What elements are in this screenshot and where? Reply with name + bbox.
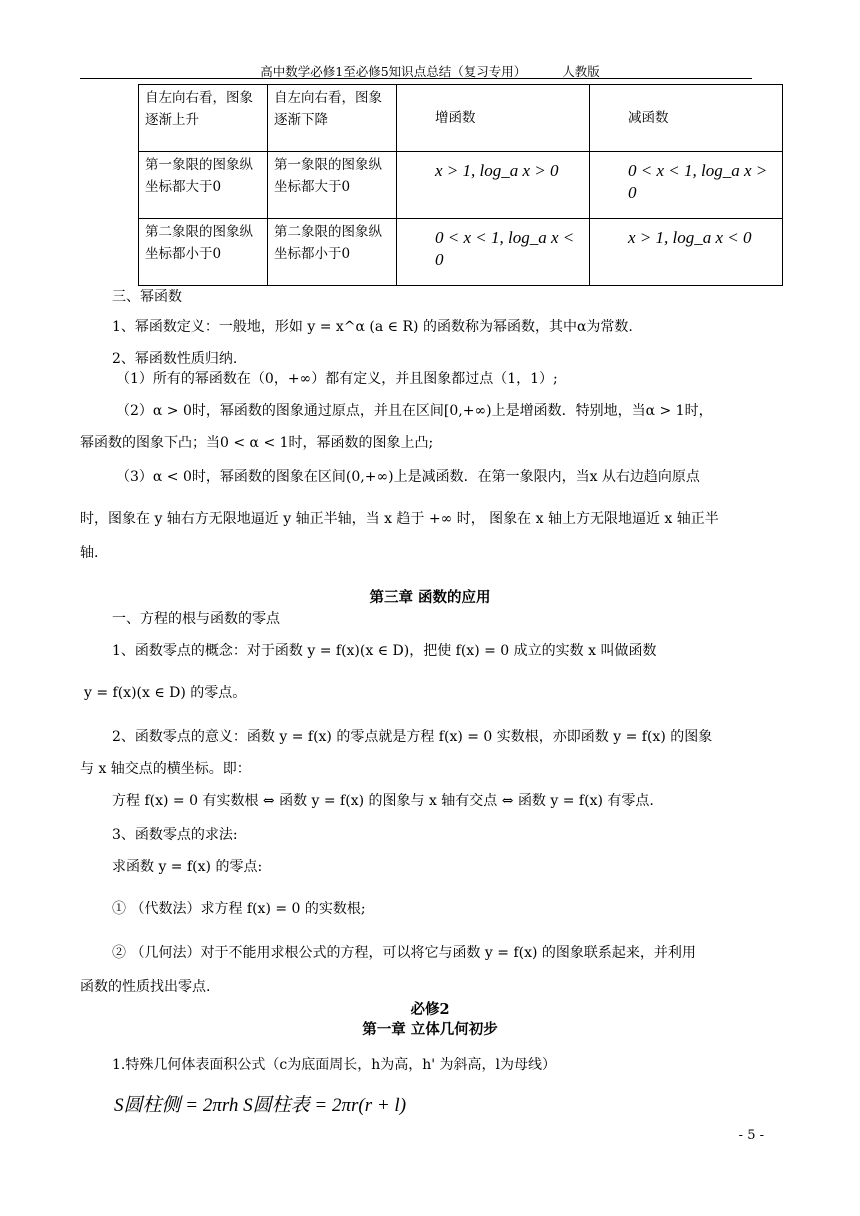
paragraph: 2、幂函数性质归纳. — [112, 351, 238, 367]
table-cell: 第一象限的图象纵坐标都大于0 — [268, 152, 397, 219]
paragraph: 2、函数零点的意义：函数 y = f(x) 的零点就是方程 f(x) = 0 实数根，亦即函数 y = f(x) 的图象 — [112, 729, 713, 745]
paragraph: 方程 f(x) = 0 有实数根 ⇔ 函数 y = f(x) 的图象与 x 轴有交点 ⇔ 函数 y = f(x) 有零点. — [112, 793, 654, 809]
chapter-title: 第一章 立体几何初步 — [362, 1021, 498, 1038]
paragraph: 1.特殊几何体表面积公式（c为底面周长，h为高，h' 为斜高，l为母线） — [112, 1057, 557, 1073]
table-cell: 0 < x < 1, log_a x < 0 — [397, 219, 590, 286]
table-cell: 自左向右看，图象逐渐上升 — [139, 85, 268, 152]
paragraph: 1、幂函数定义：一般地，形如 y = x^α (a ∈ R) 的函数称为幂函数，其中α为常数. — [112, 319, 633, 335]
paragraph: ② （几何法）对于不能用求根公式的方程，可以将它与函数 y = f(x) 的图象联系起来，并利用 — [112, 945, 696, 961]
table-cell: 第二象限的图象纵坐标都小于0 — [139, 219, 268, 286]
table-cell: x > 1, log_a x > 0 — [397, 152, 590, 219]
table-row — [139, 219, 783, 286]
paragraph: 1、函数零点的概念：对于函数 y = f(x)(x ∈ D)，把使 f(x) = 0 成立的实数 x 叫做函数 — [112, 643, 657, 659]
header-rule — [80, 78, 752, 79]
chapter-title: 第三章 函数的应用 — [369, 589, 491, 606]
paragraph: 求函数 y = f(x) 的零点: — [112, 859, 263, 875]
paragraph: y = f(x)(x ∈ D) 的零点。 — [84, 685, 247, 701]
table-cell: 第二象限的图象纵坐标都小于0 — [268, 219, 397, 286]
table-cell: x > 1, log_a x < 0 — [590, 219, 783, 286]
paragraph: 与 x 轴交点的横坐标。即： — [80, 761, 251, 777]
paragraph: 幂函数的图象下凸；当0 < α < 1时，幂函数的图象上凸; — [80, 435, 434, 451]
paragraph: 3、函数零点的求法: — [112, 827, 238, 843]
paragraph: 轴. — [80, 545, 99, 561]
table-row — [139, 85, 783, 152]
paragraph: （1）所有的幂函数在（0，+∞）都有定义，并且图象都过点（1，1）; — [116, 371, 558, 387]
table-row — [139, 152, 783, 219]
table-cell: 自左向右看，图象逐渐下降 — [268, 85, 397, 152]
paragraph: （2）α > 0时，幂函数的图象通过原点，并且在区间[0,+∞)上是增函数．特别地，当α > 1时， — [116, 403, 713, 419]
paragraph: 时，图象在 y 轴右方无限地逼近 y 轴正半轴，当 x 趋于 +∞ 时， 图象在 x 轴上方无限地逼近 x 轴正半 — [80, 511, 719, 527]
table-cell: 增函数 — [397, 85, 590, 152]
log-function-properties-table — [138, 84, 783, 286]
paragraph: ① （代数法）求方程 f(x) = 0 的实数根; — [112, 901, 366, 917]
table-cell: 0 < x < 1, log_a x > 0 — [590, 152, 783, 219]
book-title: 必修2 — [410, 1001, 450, 1018]
header-title: 高中数学必修1至必修5知识点总结（复习专用） — [260, 64, 527, 79]
formula: S圆柱侧 = 2πrh S圆柱表 = 2πr(r + l) — [114, 1095, 407, 1116]
page-number: - 5 - — [738, 1128, 764, 1143]
section-heading: 一、方程的根与函数的零点 — [112, 611, 280, 627]
paragraph: （3）α < 0时，幂函数的图象在区间(0,+∞)上是减函数．在第一象限内，当x 从右边趋向原点 — [116, 469, 700, 485]
table-cell: 减函数 — [590, 85, 783, 152]
section-heading: 三、幂函数 — [112, 289, 182, 305]
table-cell: 第一象限的图象纵坐标都大于0 — [139, 152, 268, 219]
header-edition: 人教版 — [562, 64, 600, 79]
paragraph: 函数的性质找出零点. — [80, 979, 211, 995]
